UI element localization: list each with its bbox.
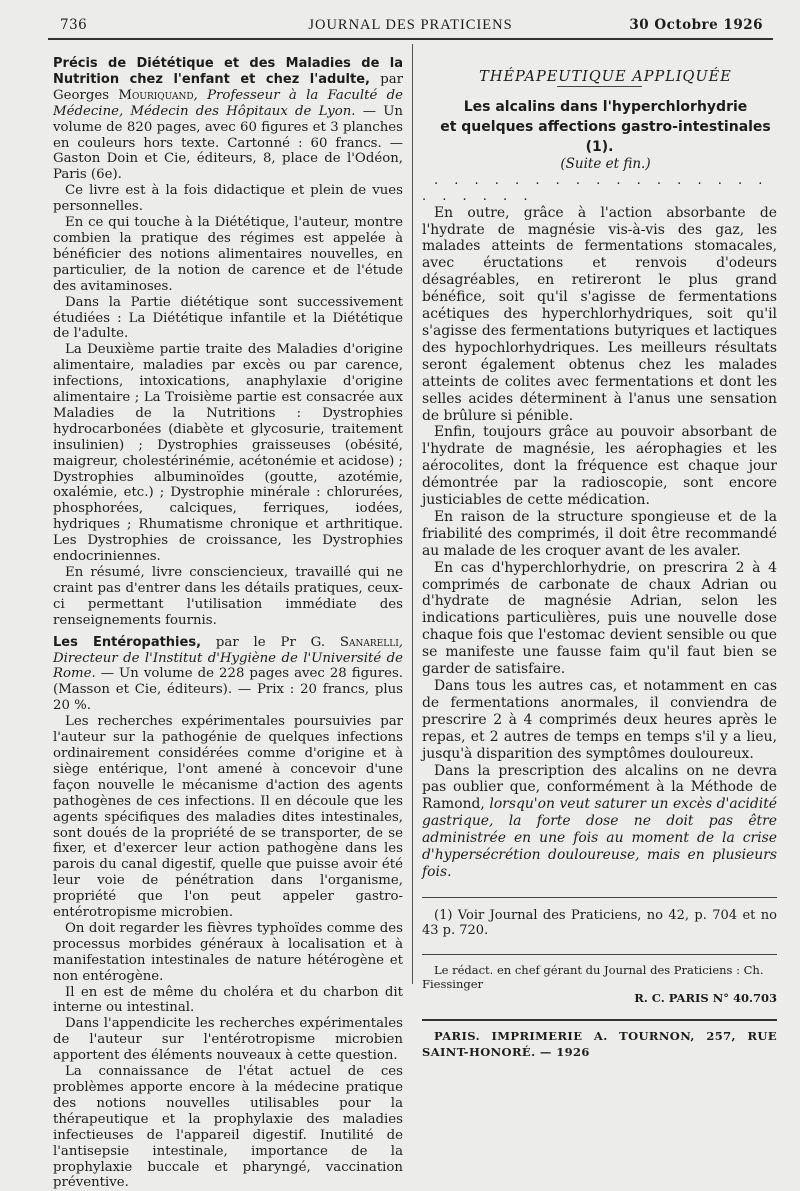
paragraph-emphasis: lorsqu'on veut saturer un excès d'acidité gastrique, la forte dose ne doit pas être administrée en une fois au moment de la crise d'hypersécrétion douloureuse, mais en plusieurs fois. <box>422 796 777 880</box>
printer-rule <box>422 1019 777 1021</box>
footnote: (1) Voir Journal des Praticiens, no 42, p. 704 et no 43 p. 720. <box>422 907 777 938</box>
book-affiliation: , Professeur à la Faculté de Médecine, Médecin des Hôpitaux de Lyon. <box>53 87 403 119</box>
book-review-2-heading <box>53 635 403 715</box>
book-details: — Un volume de 228 pages avec 28 figures. (Masson et Cie, éditeurs). — Prix : 20 francs, plus 20 %. <box>53 666 403 714</box>
article-paragraph <box>422 763 777 881</box>
article-paragraph: En raison de la structure spongieuse et de la friabilité des comprimés, il doit être recommandé au malade de les croquer avant de les avaler. <box>422 508 777 559</box>
footnote-rule <box>422 897 777 898</box>
book-review-1-heading <box>53 56 403 183</box>
review-paragraph: En ce qui touche à la Diététique, l'auteur, montre combien la pratique des régimes est appelée à bénéficier des notions alimentaires nouvelles, en particulier, de la notion de carence et de l'étude des avitaminoses. <box>53 215 403 294</box>
review-paragraph: La connaissance de l'état actuel de ces problèmes apporte encore à la médecine pratique des notions nouvelles utilisables pour la thérapeutique et la prophylaxie des maladies infectieuses de l'appareil digestif. Inutilité de l'antisepsie intestinale, importance de la prophylaxie buccale et pharyngé, vaccination préventive. <box>53 1064 403 1191</box>
subtitle-text: (Suite et fin.) <box>560 155 651 172</box>
journal-title: JOURNAL DES PRATICIENS <box>308 17 513 33</box>
book-title: Les Entéropathies, <box>53 634 202 650</box>
review-paragraph: En résumé, livre consciencieux, travaillé qui ne craint pas d'entrer dans les détails pratiques, ceux-ci permettant l'utilisation immédiate des renseignements fournis. <box>53 565 403 628</box>
right-column <box>422 70 777 1061</box>
review-paragraph: Ce livre est à la fois didactique et plein de vues personnelles. <box>53 183 403 215</box>
review-paragraph: On doit regarder les fièvres typhoïdes comme des processus morbides généraux à localisation et à manifestation intestinales de nature hétérogène et non entérogène. <box>53 920 403 984</box>
book-affiliation: , Directeur de l'Institut d'Hygiène de l'Université de Rome. <box>53 634 403 682</box>
article-paragraph: Dans tous les autres cas, et notamment en cas de fermentations anormales, il conviendra de prescrire 2 à 4 comprimés deux heures après le repas, et 2 autres de temps en temps s'il y a lieu, jusqu'à disparition des symptômes douloureux. <box>422 678 777 762</box>
book-author: Mouriquand <box>118 87 194 103</box>
book-by: par Georges <box>53 71 403 103</box>
article-title-line-1: Les alcalins dans l'hyperchlorhydrie <box>463 98 748 115</box>
article-paragraph: En cas d'hyperchlorhydrie, on prescrira 2 à 4 comprimés de carbonate de chaux Adrian ou d'hydrate de magnésie Adrian, selon les indications particulières, puis une nouvelle dose chaque fois que l'estomac devient sensible ou que se manifeste une fausse faim qu'il faut bien se garder de satisfaire. <box>422 559 777 678</box>
section-rule <box>557 86 642 87</box>
article-title-line-2: et quelques affections gastro-intestinales (1). <box>440 118 771 155</box>
imprint-rule <box>422 954 777 955</box>
printer-line: PARIS. IMPRIMERIE A. TOURNON, 257, RUE SAINT-HONORÉ. — 1926 <box>422 1028 777 1059</box>
review-paragraph: La Deuxième partie traite des Maladies d'origine alimentaire, maladies par excès ou par carence, infections, intoxications, anaphylaxie d'origine alimentaire ; La Troisième partie est consacrée aux Maladies de la Nutritions : Dystrophies hydrocarbonées (diabète et glycosurie, traitement insulinien) ; Dystrophies graisseuses (obésité, maigreur, cholestérinémie, acétonémie et acidose) ; Dystrophies albuminoïdes (goutte, azotémie, oxalémie, etc.) ; Dystrophie minérale : chlorurées, phosphorées, calciques, ferriques, iodées, hydriques ; Rhumatisme chronique et arthritique. Les Dystrophies de croissance, les Dystrophies endocriniennes. <box>53 342 403 565</box>
section-heading: THÉPAPEUTIQUE APPLIQUÉE <box>479 69 732 85</box>
page-number: 736 <box>60 17 88 33</box>
article-subtitle <box>422 157 777 173</box>
review-paragraph: Dans l'appendicite les recherches expérimentales de l'auteur sur l'entérotropisme microbien apportent des éléments nouveaux à cette question. <box>53 1016 403 1064</box>
review-paragraph: Les recherches expérimentales poursuivies par l'auteur sur la pathogénie de quelques infections ordinairement considérées comme d'origine et à siège entérique, l'ont amené à concevoir d'une façon nouvelle le mécanisme d'action des agents pathogènes de ces infections. Il en découle que les agents spécifiques des maladies dites intestinales, sont doués de la propriété de se transporter, de se fixer, et d'exercer leur action pathogène dans les parois du canal digestif, quelle que puisse avoir été leur voie de pénétration dans l'organisme, propriété que l'on peut appeler gastro-entérotropisme microbien. <box>53 714 403 921</box>
review-paragraph: Il en est de même du choléra et du charbon dit interne ou intestinal. <box>53 984 403 1016</box>
column-divider <box>412 44 413 984</box>
ellipsis-dots: . . . . . . . . . . . . . . . . . . . . . . . <box>422 172 769 204</box>
left-column <box>53 56 403 1191</box>
book-title: Précis de Diététique et des Maladies de la Nutrition chez l'enfant et chez l'adulte, <box>53 56 403 87</box>
book-author: Sanarelli <box>339 634 399 650</box>
review-paragraph: Dans la Partie diététique sont successivement étudiées : La Diététique infantile et la Diététique de l'adulte. <box>53 294 403 342</box>
book-by: par le Pr G. <box>201 634 340 650</box>
article-paragraph: Enfin, toujours grâce au pouvoir absorbant de l'hydrate de magnésie, les aérophagies et les aérocolites, dont la fréquence est chaque jour démontrée par la radioscopie, sont encore justiciables de cette médication. <box>422 424 777 509</box>
running-header <box>58 17 763 39</box>
editor-imprint: Le rédact. en chef gérant du Journal des Praticiens : Ch. Fiessinger <box>422 962 764 991</box>
book-details: — Un volume de 820 pages, avec 60 figures et 3 planches en couleurs hors texte. Cartonné : 60 francs. — Gaston Doin et Cie, éditeurs, 8, place de l'Odéon, Paris (6e). <box>53 103 403 183</box>
registration-code: R. C. PARIS N° 40.703 <box>634 990 777 1005</box>
article-paragraph: En outre, grâce à l'action absorbante de l'hydrate de magnésie vis-à-vis des gaz, les malades atteints de fermentations stomacales, avec éructations et renvois d'odeurs désagréables, en retireront le plus grand bénéfice, soit qu'il s'agisse de fermentations acétiques des hyperchlorhydriques, soit qu'il s'agisse des fermentations butyriques et lactiques des hypochlorhydriques. Les meilleurs résultats seront également obtenus chez les malades atteints de colites avec fermentations et dont les selles acides déterminent à l'anus une sensation de brûlure si pénible. <box>422 204 777 424</box>
issue-date: 30 Octobre 1926 <box>629 17 763 33</box>
header-rule <box>48 38 773 40</box>
paragraph-text: Dans la prescription des alcalins on ne devra pas oublier que, conformément à la Méthode de Ramond, <box>422 762 777 813</box>
